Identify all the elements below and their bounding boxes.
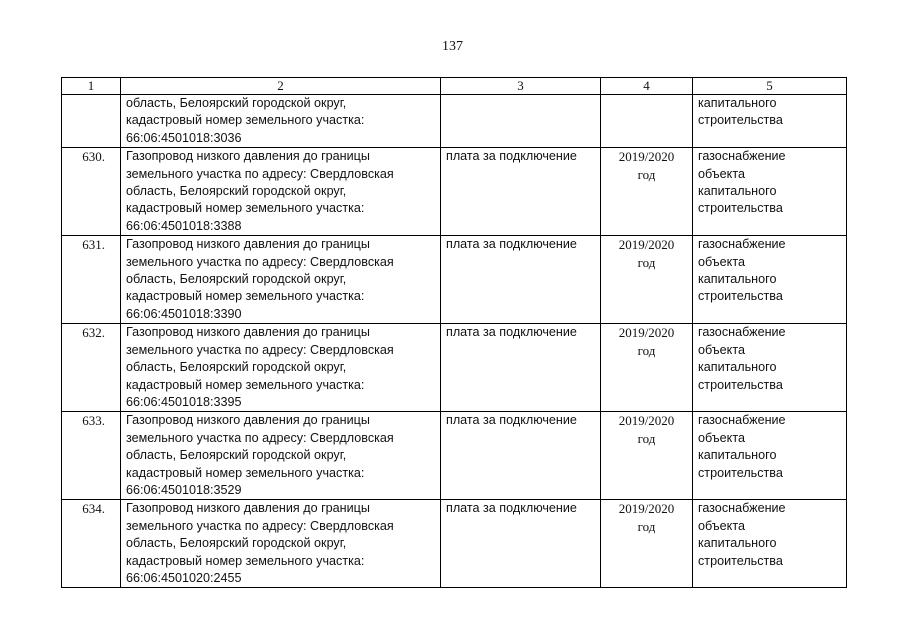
year-line: 2019/2020 — [618, 237, 675, 253]
description-cell — [121, 324, 441, 412]
purpose-cell — [693, 500, 847, 588]
description-cell — [121, 500, 441, 588]
year-line: год — [637, 254, 656, 270]
year-line: 2019/2020 — [618, 413, 675, 429]
page-number: 137 — [442, 39, 463, 54]
table-row — [62, 148, 847, 236]
purpose-line: объекта — [698, 254, 745, 269]
purpose-line: строительства — [698, 201, 783, 216]
description-line: земельного участка по адресу: Свердловская — [126, 166, 394, 181]
year-cell — [601, 148, 693, 236]
purpose-cell — [693, 236, 847, 324]
description-line: Газопровод низкого давления до границы — [126, 325, 370, 340]
purpose-line: строительства — [698, 113, 783, 128]
purpose-line: строительства — [698, 377, 783, 392]
description-line: Газопровод низкого давления до границы — [126, 501, 370, 516]
description-cell — [121, 236, 441, 324]
purpose-line: газоснабжение — [698, 237, 786, 252]
purpose-cell — [693, 324, 847, 412]
purpose-line: капитального — [698, 184, 777, 199]
continuation-description-cell — [121, 95, 441, 148]
description-line: земельного участка по адресу: Свердловская — [126, 518, 394, 533]
year-line: год — [637, 430, 656, 446]
description-line: кадастровый номер земельного участка: — [126, 465, 365, 480]
description-line: 66:06:4501020:2455 — [126, 570, 242, 585]
purpose-line: капитального — [698, 272, 777, 287]
header-col-3: 3 — [441, 78, 601, 95]
description-line: Газопровод низкого давления до границы — [126, 237, 370, 252]
description-line: область, Белоярский городской округ, — [126, 536, 347, 551]
description-line: 66:06:4501018:3390 — [126, 306, 242, 321]
description-line: область, Белоярский городской округ, — [126, 448, 347, 463]
description-line: область, Белоярский городской округ, — [126, 96, 347, 110]
description-line: 66:06:4501018:3529 — [126, 482, 242, 497]
description-line: 66:06:4501018:3395 — [126, 394, 242, 409]
description-line: земельного участка по адресу: Свердловская — [126, 430, 394, 445]
purpose-line: строительства — [698, 465, 783, 480]
table-row — [62, 412, 847, 500]
table-header — [62, 78, 847, 95]
year-line: год — [637, 166, 656, 182]
description-line: область, Белоярский городской округ, — [126, 360, 347, 375]
purpose-line: капитального — [698, 96, 777, 110]
purpose-line: газоснабжение — [698, 413, 786, 428]
purpose-line: газоснабжение — [698, 325, 786, 340]
description-line: кадастровый номер земельного участка: — [126, 553, 365, 568]
description-line: земельного участка по адресу: Свердловская — [126, 342, 394, 357]
row-number-cell: 634. — [62, 500, 121, 588]
year-line: 2019/2020 — [618, 149, 675, 165]
description-line: кадастровый номер земельного участка: — [126, 377, 365, 392]
continuation-year-cell — [601, 95, 693, 148]
header-col-5: 5 — [693, 78, 847, 95]
year-line: год — [637, 518, 656, 534]
description-line: область, Белоярский городской округ, — [126, 184, 347, 199]
payment-cell: плата за подключение — [441, 148, 601, 236]
description-line: земельного участка по адресу: Свердловская — [126, 254, 394, 269]
description-line: кадастровый номер земельного участка: — [126, 289, 365, 304]
purpose-line: объекта — [698, 342, 745, 357]
gas-pipeline-table — [61, 77, 847, 588]
purpose-line: газоснабжение — [698, 501, 786, 516]
purpose-line: строительства — [698, 289, 783, 304]
payment-cell: плата за подключение — [441, 236, 601, 324]
year-cell — [601, 500, 693, 588]
description-cell — [121, 148, 441, 236]
description-line: 66:06:4501018:3036 — [126, 130, 242, 145]
year-line: 2019/2020 — [618, 501, 675, 517]
continuation-payment-cell — [441, 95, 601, 148]
year-cell — [601, 236, 693, 324]
description-line: кадастровый номер земельного участка: — [126, 113, 365, 128]
purpose-line: объекта — [698, 166, 745, 181]
description-line: кадастровый номер земельного участка: — [126, 201, 365, 216]
row-number-cell: 632. — [62, 324, 121, 412]
purpose-line: строительства — [698, 553, 783, 568]
year-cell — [601, 324, 693, 412]
purpose-line: объекта — [698, 430, 745, 445]
purpose-line: капитального — [698, 360, 777, 375]
description-line: 66:06:4501018:3388 — [126, 218, 242, 233]
table-row — [62, 324, 847, 412]
description-line: Газопровод низкого давления до границы — [126, 413, 370, 428]
row-number-cell: 630. — [62, 148, 121, 236]
table-row — [62, 500, 847, 588]
header-row — [62, 78, 847, 95]
year-line: 2019/2020 — [618, 325, 675, 341]
header-col-4: 4 — [601, 78, 693, 95]
header-col-2: 2 — [121, 78, 441, 95]
description-line: область, Белоярский городской округ, — [126, 272, 347, 287]
year-cell — [601, 412, 693, 500]
row-number-cell: 631. — [62, 236, 121, 324]
continuation-num-cell — [62, 95, 121, 148]
purpose-line: капитального — [698, 448, 777, 463]
payment-cell: плата за подключение — [441, 324, 601, 412]
year-line: год — [637, 342, 656, 358]
purpose-line: объекта — [698, 518, 745, 533]
continuation-row — [62, 95, 847, 148]
table-body — [62, 95, 847, 588]
description-cell — [121, 412, 441, 500]
row-number-cell: 633. — [62, 412, 121, 500]
table-row — [62, 236, 847, 324]
payment-cell: плата за подключение — [441, 500, 601, 588]
purpose-line: капитального — [698, 536, 777, 551]
purpose-line: газоснабжение — [698, 149, 786, 164]
purpose-cell — [693, 148, 847, 236]
description-line: Газопровод низкого давления до границы — [126, 149, 370, 164]
header-col-1: 1 — [62, 78, 121, 95]
continuation-purpose-cell — [693, 95, 847, 148]
purpose-cell — [693, 412, 847, 500]
payment-cell: плата за подключение — [441, 412, 601, 500]
